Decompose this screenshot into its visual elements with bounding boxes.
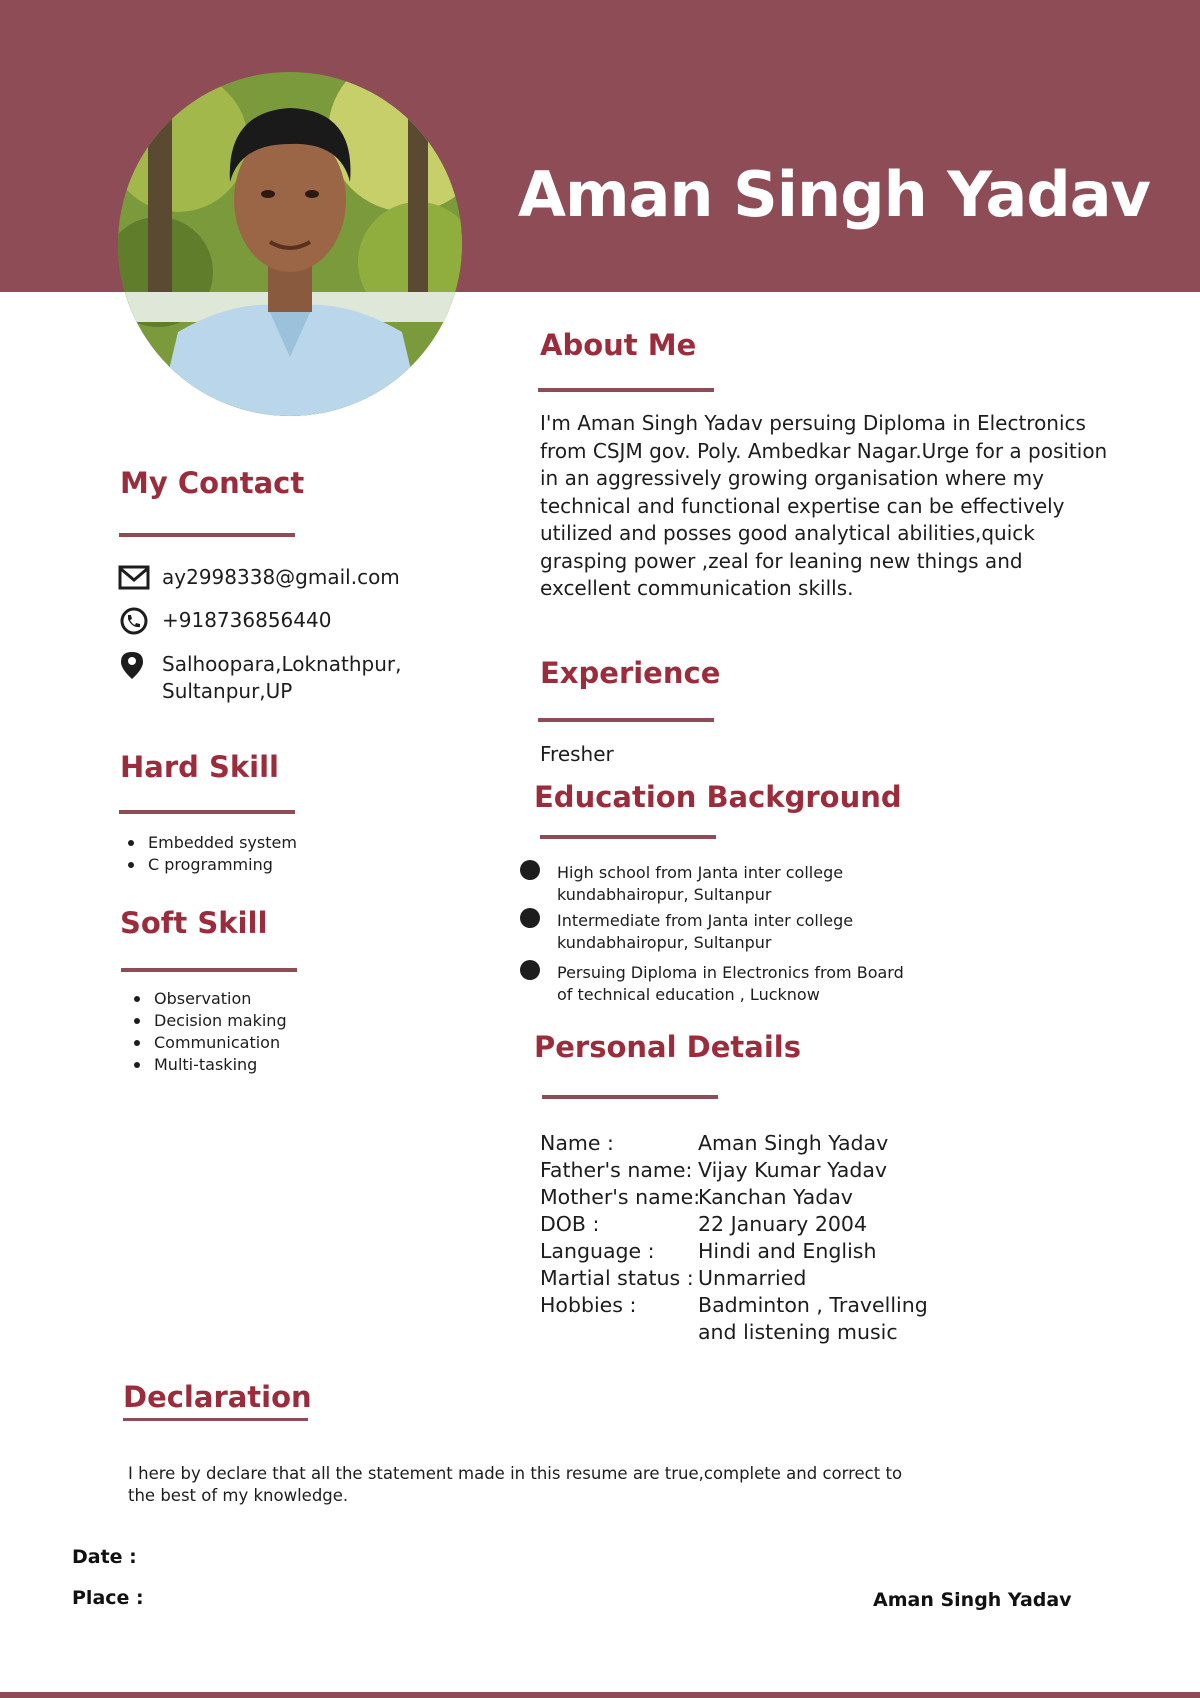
hard-skill-title: Hard Skill (120, 750, 279, 784)
personal-value: Hindi and English (698, 1239, 877, 1263)
personal-row (540, 1157, 958, 1184)
hard-skill-item: Embedded system (120, 832, 297, 854)
education-item-text: Persuing Diploma in Electronics from Board of technical education , Lucknow (557, 963, 904, 1004)
experience-title: Experience (540, 656, 721, 690)
personal-title: Personal Details (534, 1030, 801, 1064)
personal-label: Mother's name: (540, 1185, 701, 1209)
contact-address-line2: Sultanpur,UP (162, 679, 293, 703)
personal-row (540, 1238, 958, 1265)
contact-address-line1: Salhoopara,Loknathpur, (162, 652, 402, 676)
bullet-dot (520, 960, 540, 980)
personal-label: Name : (540, 1131, 614, 1155)
education-item (520, 862, 917, 906)
envelope-icon (118, 564, 150, 592)
personal-row (540, 1292, 958, 1346)
soft-skill-item: Multi-tasking (126, 1054, 287, 1076)
personal-value: Kanchan Yadav (698, 1185, 853, 1209)
hard-skill-divider (119, 810, 295, 814)
contact-address (162, 651, 401, 705)
location-pin-icon (118, 651, 150, 679)
about-text: I'm Aman Singh Yadav persuing Diploma in Electronics from CSJM gov. Poly. Ambedkar Nagar.Urge for a position in an aggressively growing organisation where my technical and functional expertise can be effectively utilized and posses good analytical abilities,quick grasping power ,zeal for leaning new things and excellent communication skills. (540, 411, 1108, 600)
candidate-name: Aman Singh Yadav (518, 158, 1150, 231)
education-item (520, 962, 917, 1006)
experience-text: Fresher (540, 742, 614, 766)
personal-label: Hobbies : (540, 1293, 637, 1317)
bullet-dot (520, 860, 540, 880)
soft-skill-item: Observation (126, 988, 287, 1010)
soft-skill-list (126, 988, 287, 1076)
experience-divider (538, 718, 714, 722)
personal-row (540, 1130, 958, 1157)
contact-phone[interactable]: +918736856440 (162, 608, 332, 632)
contact-divider (119, 533, 295, 537)
personal-value: Aman Singh Yadav (698, 1131, 889, 1155)
personal-row (540, 1184, 958, 1211)
contact-email[interactable]: ay2998338@gmail.com (162, 565, 400, 589)
personal-row (540, 1265, 958, 1292)
contact-phone-row (118, 607, 331, 635)
about-title: About Me (540, 328, 697, 362)
personal-value: 22 January 2004 (698, 1212, 868, 1236)
about-divider (538, 388, 714, 392)
education-item-text: High school from Janta inter college kundabhairopur, Sultanpur (557, 863, 844, 904)
signature-name: Aman Singh Yadav (873, 1589, 1072, 1611)
phone-icon (118, 607, 150, 635)
contact-title: My Contact (120, 466, 305, 500)
bullet-dot (520, 908, 540, 928)
soft-skill-item: Communication (126, 1032, 287, 1054)
hard-skill-item: C programming (120, 854, 297, 876)
personal-value: Badminton , Travelling and listening music (698, 1293, 928, 1344)
soft-skill-divider (121, 968, 297, 972)
education-item-text: Intermediate from Janta inter college kundabhairopur, Sultanpur (557, 911, 854, 952)
place-label: Place : (72, 1587, 144, 1609)
declaration-title: Declaration (123, 1380, 312, 1414)
contact-email-row (118, 564, 400, 592)
soft-skill-item: Decision making (126, 1010, 287, 1032)
personal-label: Father's name: (540, 1158, 693, 1182)
declaration-divider (123, 1418, 308, 1421)
declaration-text: I here by declare that all the statement made in this resume are true,complete and correct to the best of my knowledge. (128, 1464, 903, 1505)
personal-divider (542, 1095, 718, 1099)
education-title: Education Background (534, 780, 902, 814)
personal-label: Martial status : (540, 1266, 694, 1290)
personal-value: Vijay Kumar Yadav (698, 1158, 888, 1182)
education-divider (540, 835, 716, 839)
soft-skill-title: Soft Skill (120, 906, 268, 940)
personal-details (540, 1130, 958, 1346)
education-item (520, 910, 917, 954)
personal-row (540, 1211, 958, 1238)
hard-skill-list (120, 832, 297, 876)
date-label: Date : (72, 1546, 137, 1568)
footer-line (0, 1692, 1200, 1698)
profile-photo (118, 72, 462, 416)
personal-value: Unmarried (698, 1266, 807, 1290)
personal-label: DOB : (540, 1212, 600, 1236)
contact-address-row (118, 651, 401, 705)
personal-label: Language : (540, 1239, 655, 1263)
